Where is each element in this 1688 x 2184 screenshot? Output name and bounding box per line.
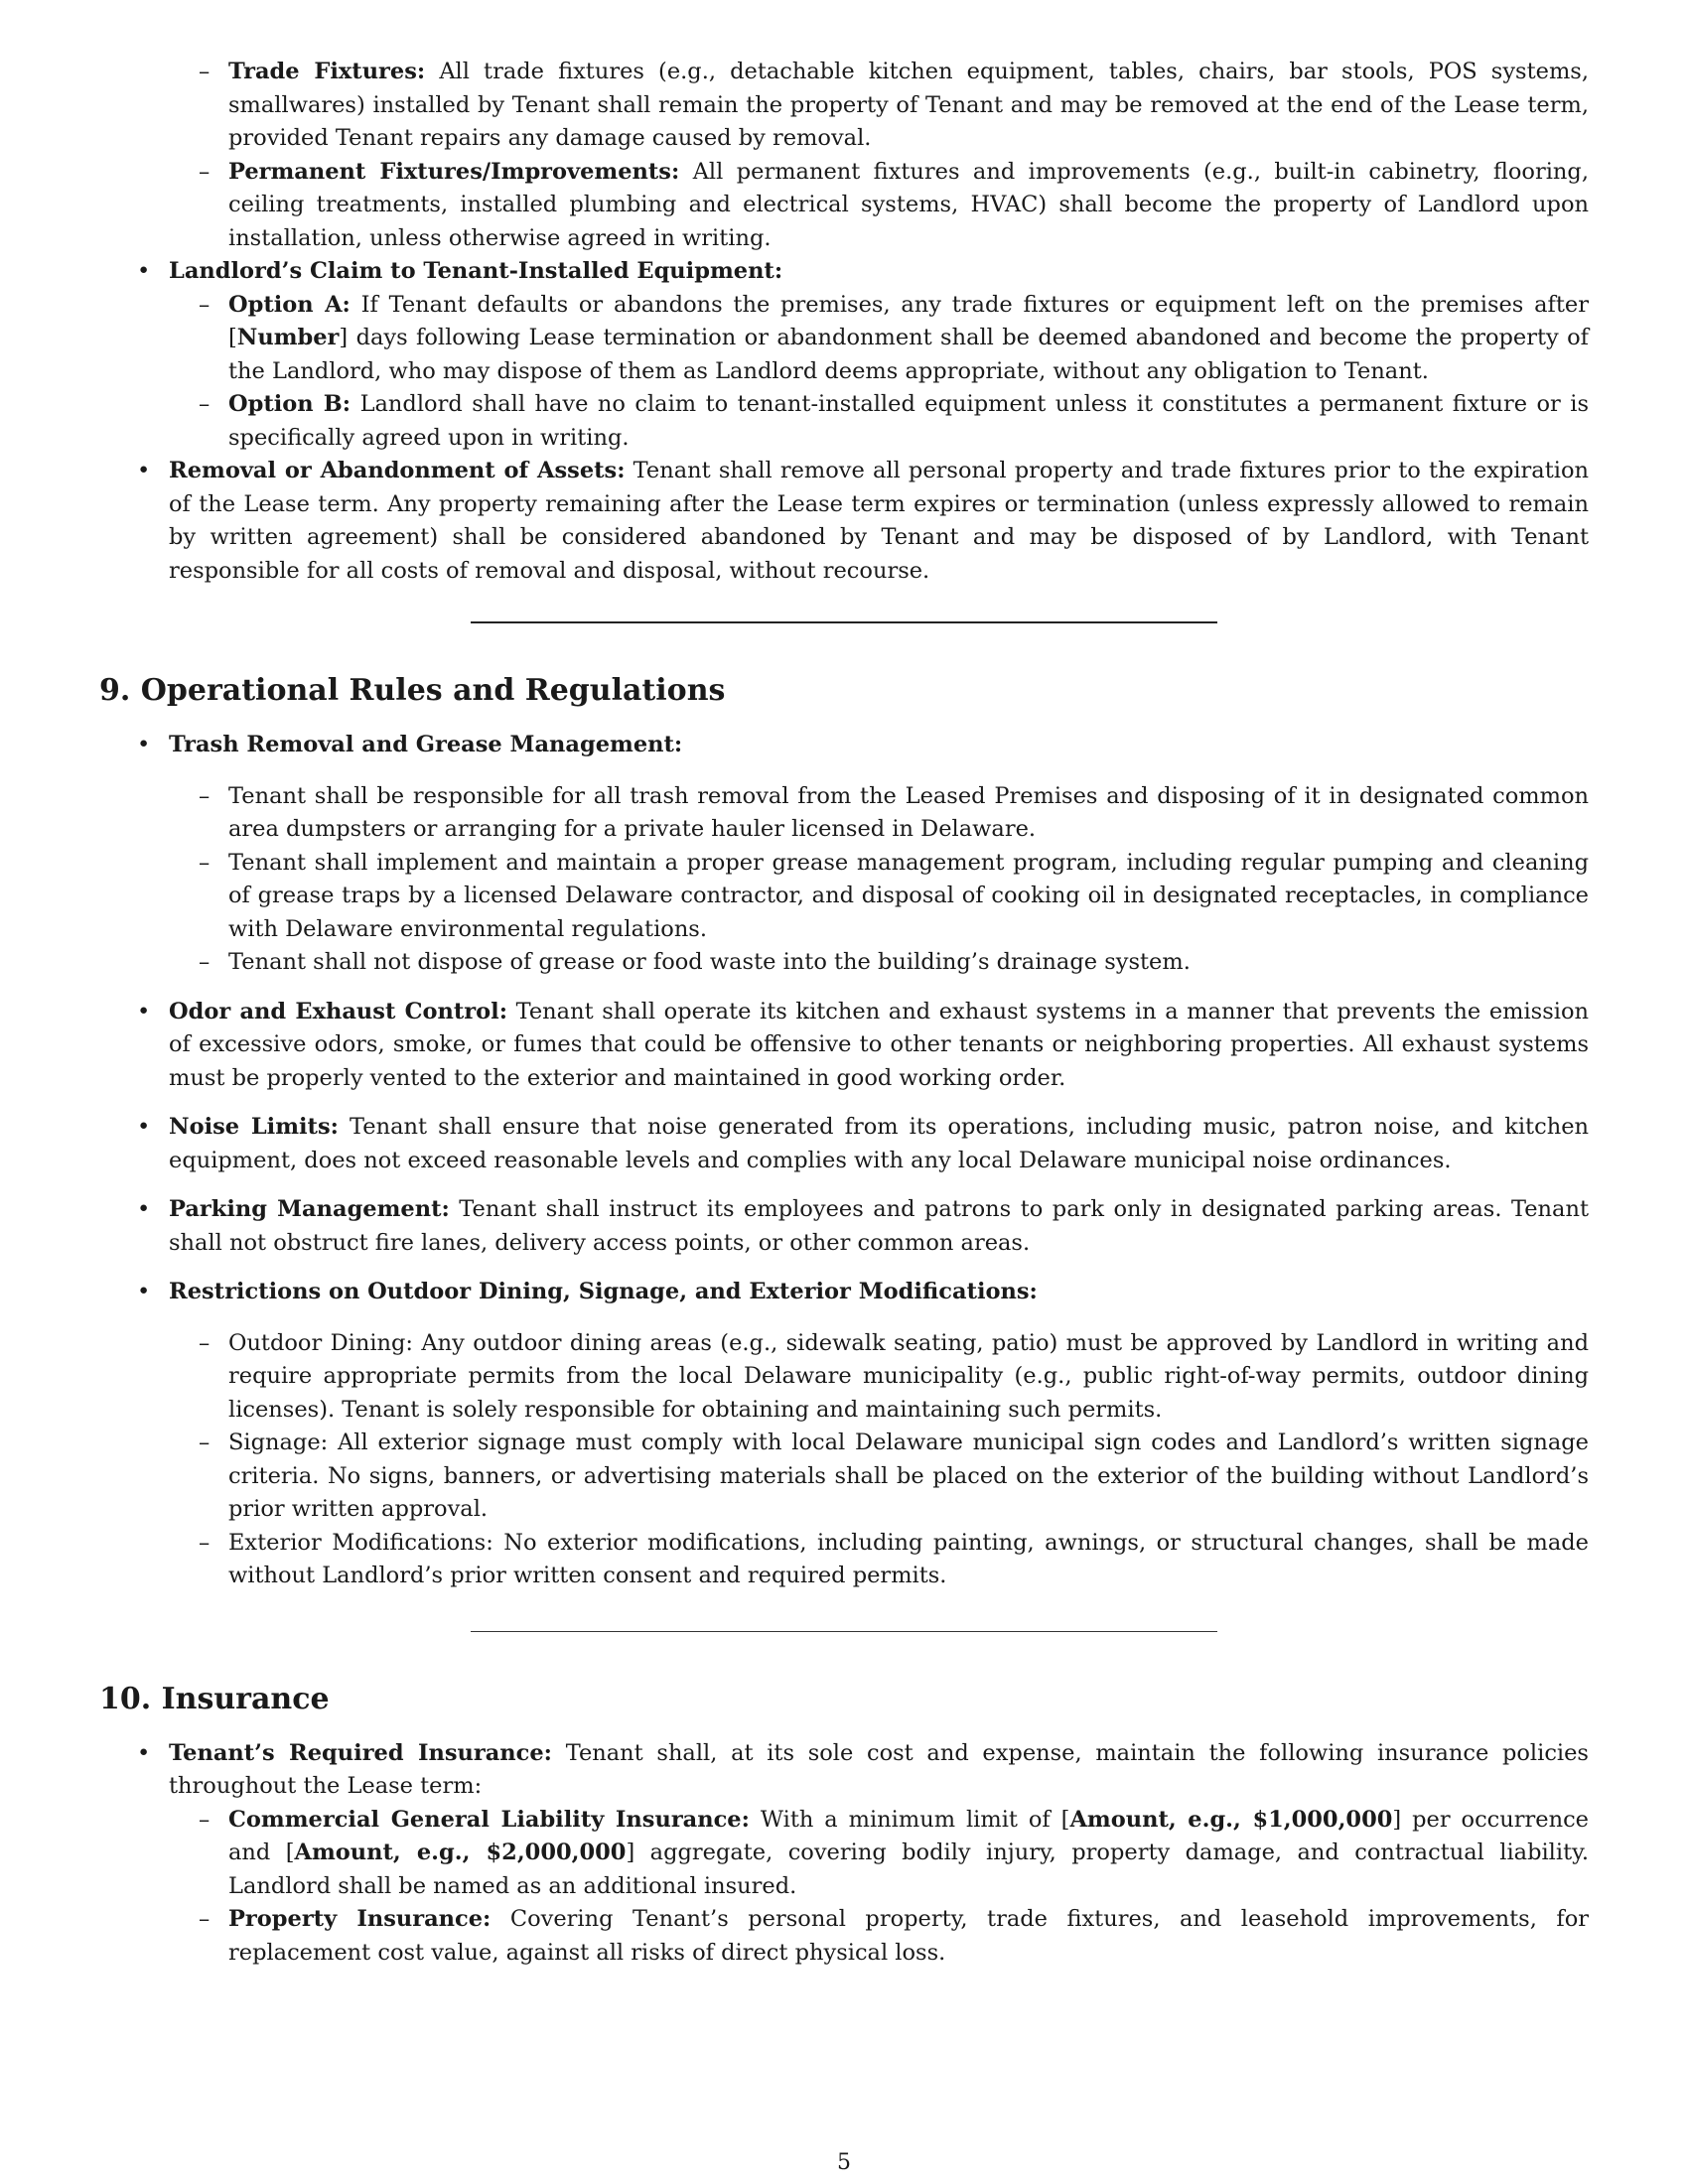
section-divider <box>471 1631 1217 1632</box>
restrictions-item <box>99 1276 1589 1309</box>
odor-text: Tenant shall operate its kitchen and exhaust systems in a manner that prevents the emission of excessive odors, smoke, or fumes that could be offensive to other tenants or neighboring properties. All exhaust systems must be properly vented to the exterior and maintained in good working order. <box>169 998 1590 1091</box>
parking-text: Tenant shall instruct its employees and patrons to park only in designated parking areas. Tenant shall not obstruct fire lanes, delivery access points, or other common areas. <box>169 1196 1589 1256</box>
option-b-label: Option B: <box>228 391 352 417</box>
cgl-amount-occurrence: Amount, e.g., $1,000,000 <box>1069 1806 1393 1833</box>
property-insurance-item <box>99 1903 1589 1970</box>
cgl-label: Commercial General Liability Insurance: <box>228 1806 750 1833</box>
odor-item <box>99 996 1589 1096</box>
permanent-fixtures-item <box>99 156 1589 256</box>
permanent-fixtures-text: All permanent fixtures and improvements (e.g., built-in cabinetry, flooring, ceiling treatments, installed plumbing and electrical systems, HVAC) shall become the property of Landlord upon installation, unless otherwise agreed in writing. <box>228 158 1589 251</box>
trade-fixtures-item <box>99 56 1589 156</box>
section-9-heading: 9. Operational Rules and Regulations <box>99 673 726 708</box>
trash-item <box>99 729 1589 762</box>
option-a-text-pre: If Tenant defaults or abandons the premises, any trade fixtures or equipment left on the premises after [ <box>228 291 1589 350</box>
trash-label: Trash Removal and Grease Management: <box>169 732 683 757</box>
parking-item <box>99 1193 1589 1260</box>
cgl-text-post: ] aggregate, covering bodily injury, property damage, and contractual liability. Landlord shall be named as an additional insured. <box>228 1840 1589 1899</box>
page-number: 5 <box>837 2150 851 2175</box>
landlord-claim-label: Landlord’s Claim to Tenant-Installed Equipment: <box>169 258 783 284</box>
option-a-label: Option A: <box>228 291 351 318</box>
odor-label: Odor and Exhaust Control: <box>169 998 507 1024</box>
required-insurance-text: Tenant shall, at its sole cost and expense, maintain the following insurance policies throughout the Lease term: <box>169 1739 1589 1799</box>
parking-label: Parking Management: <box>169 1196 450 1222</box>
noise-label: Noise Limits: <box>169 1114 339 1140</box>
trade-fixtures-label: Trade Fixtures: <box>228 59 426 84</box>
section-8-continuation <box>99 56 1589 588</box>
option-a-text-post: ] days following Lease termination or abandonment shall be deemed abandoned and become the property of the Landlord, who may dispose of them as Landlord deems appropriate, without any obligation to Tenant. <box>228 325 1589 384</box>
permanent-fixtures-label: Permanent Fixtures/Improvements: <box>228 158 680 185</box>
option-a-item <box>99 289 1589 389</box>
option-b-item <box>99 388 1589 455</box>
cgl-text-pre: With a minimum limit of [ <box>760 1806 1070 1833</box>
cgl-insurance-item <box>99 1804 1589 1904</box>
trash-subitem: – Tenant shall not dispose of grease or food waste into the building’s drainage system. <box>99 946 1589 980</box>
restrictions-subitem: – Exterior Modifications: No exterior modifications, including painting, awnings, or structural changes, shall be made without Landlord’s prior written consent and required permits. <box>99 1527 1589 1593</box>
property-insurance-text: Covering Tenant’s personal property, trade fixtures, and leasehold improvements, for replacement cost value, against all risks of direct physical loss. <box>228 1906 1590 1966</box>
restrictions-label: Restrictions on Outdoor Dining, Signage, and Exterior Modifications: <box>169 1279 1038 1304</box>
landlord-claim-item <box>99 255 1589 289</box>
section-divider <box>471 621 1217 623</box>
noise-text: Tenant shall ensure that noise generated from its operations, including music, patron noise, and kitchen equipment, does not exceed reasonable levels and complies with any local Delaware municipal noise ordinances. <box>169 1114 1590 1173</box>
section-10-list <box>99 1737 1589 1971</box>
restrictions-subitem: – Signage: All exterior signage must comply with local Delaware municipal sign codes and Landlord’s written signage criteria. No signs, banners, or advertising materials shall be placed on the exterior of the building without Landlord’s prior written approval. <box>99 1427 1589 1527</box>
trash-subitem: – Tenant shall be responsible for all trash removal from the Leased Premises and disposing of it in designated common area dumpsters or arranging for a private hauler licensed in Delaware. <box>99 780 1589 847</box>
trash-subitem: – Tenant shall implement and maintain a proper grease management program, including regular pumping and cleaning of grease traps by a licensed Delaware contractor, and disposal of cooking oil in designated receptacles, in compliance with Delaware environmental regulations. <box>99 847 1589 947</box>
required-insurance-item <box>99 1737 1589 1804</box>
removal-item <box>99 455 1589 588</box>
section-10-heading: 10. Insurance <box>99 1681 330 1716</box>
restrictions-subitem: – Outdoor Dining: Any outdoor dining areas (e.g., sidewalk seating, patio) must be approved by Landlord in writing and require appropriate permits from the local Delaware municipality (e.g., public right-of-way permits, outdoor dining licenses). Tenant is solely responsible for obtaining and maintaining such permits. <box>99 1327 1589 1428</box>
section-9-list <box>99 729 1589 1593</box>
option-b-text: Landlord shall have no claim to tenant-installed equipment unless it constitutes a permanent fixture or is specifically agreed upon in writing. <box>228 391 1589 451</box>
cgl-text-mid: ] per occurrence and [ <box>228 1806 1589 1865</box>
removal-text: Tenant shall remove all personal property and trade fixtures prior to the expiration of the Lease term. Any property remaining after the Lease term expires or termination (unless expressly allowed to remain by written agreement) shall be considered abandoned by Tenant and may be disposed of by Landlord, with Tenant responsible for all costs of removal and disposal, without recourse. <box>169 458 1589 584</box>
required-insurance-label: Tenant’s Required Insurance: <box>169 1739 552 1766</box>
removal-label: Removal or Abandonment of Assets: <box>169 458 626 483</box>
option-a-placeholder: Number <box>236 325 340 350</box>
property-insurance-label: Property Insurance: <box>228 1906 492 1932</box>
cgl-amount-aggregate: Amount, e.g., $2,000,000 <box>294 1840 627 1865</box>
trade-fixtures-text: All trade fixtures (e.g., detachable kitchen equipment, tables, chairs, bar stools, POS systems, smallwares) installed by Tenant shall remain the property of Tenant and may be removed at the end of the Lease term, provided Tenant repairs any damage caused by removal. <box>228 59 1589 151</box>
noise-item <box>99 1111 1589 1177</box>
